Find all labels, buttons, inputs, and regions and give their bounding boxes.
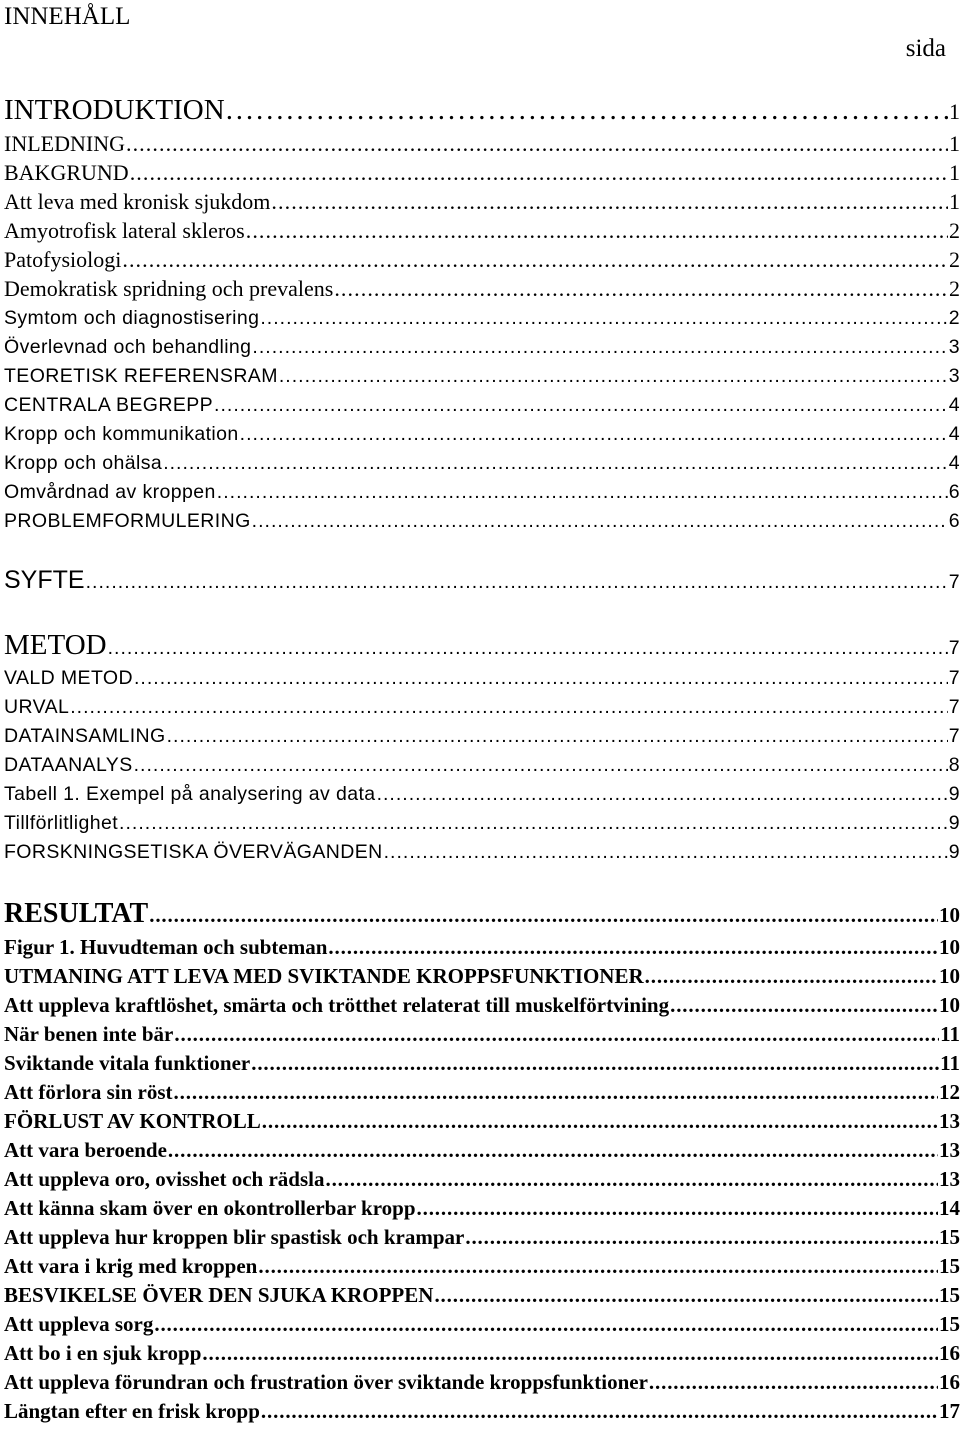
toc-entry[interactable] <box>4 189 960 215</box>
toc-entry-label: Tillförlitlighet <box>4 812 119 834</box>
dot-leader <box>251 1051 939 1076</box>
dot-leader <box>434 1283 938 1308</box>
toc-entry-metod[interactable] <box>4 629 960 662</box>
toc-entry-page: 7 <box>948 571 960 593</box>
toc-entry-page: 3 <box>948 365 960 387</box>
dot-leader <box>122 247 948 273</box>
toc-entry-label: BAKGRUND <box>4 160 129 185</box>
toc-entry-page: 13 <box>939 1138 960 1162</box>
toc-entry[interactable] <box>4 1370 960 1395</box>
toc-entry-label: Omvårdnad av kroppen <box>4 481 216 503</box>
toc-entry-page: 4 <box>948 452 960 474</box>
dot-leader <box>214 394 948 417</box>
toc-entry[interactable] <box>4 1051 960 1076</box>
toc-entry[interactable] <box>4 696 960 719</box>
toc-entry-page: 8 <box>948 754 960 776</box>
dot-leader <box>217 481 948 504</box>
dot-leader <box>70 696 948 719</box>
toc-entry-page: 7 <box>948 696 960 718</box>
toc-entry-page: 10 <box>939 993 960 1017</box>
toc-entry-label: FORSKNINGSETISKA ÖVERVÄGANDEN <box>4 841 383 863</box>
dot-leader <box>465 1225 938 1250</box>
toc-entry-label: METOD <box>4 629 107 661</box>
dot-leader <box>649 1370 938 1395</box>
toc-entry-page: 4 <box>948 423 960 445</box>
toc-entry-page: 2 <box>949 247 960 272</box>
toc-entry-label: Tabell 1. Exempel på analysering av data <box>4 783 376 805</box>
dot-leader <box>130 160 948 186</box>
dot-leader <box>240 423 948 446</box>
dot-leader <box>168 1138 938 1163</box>
toc-entry[interactable] <box>4 1138 960 1163</box>
toc-entry[interactable] <box>4 510 960 533</box>
toc-entry[interactable] <box>4 783 960 806</box>
toc-entry-page: 9 <box>948 841 960 863</box>
toc-entry-label: Längtan efter en frisk kropp <box>4 1399 260 1423</box>
toc-entry[interactable] <box>4 1196 960 1221</box>
dot-leader <box>325 1167 938 1192</box>
toc-entry[interactable] <box>4 754 960 777</box>
toc-entry-page: 10 <box>939 964 960 988</box>
toc-entry-label: Att leva med kronisk sjukdom <box>4 189 271 214</box>
toc-entry-label: SYFTE <box>4 566 85 594</box>
dot-leader <box>149 903 938 928</box>
toc-entry[interactable] <box>4 841 960 864</box>
toc-entry[interactable] <box>4 1080 960 1105</box>
toc-entry-page: 1 <box>949 131 960 156</box>
dot-leader <box>252 336 947 359</box>
toc-entry[interactable] <box>4 1225 960 1250</box>
toc-entry[interactable] <box>4 812 960 835</box>
toc-entry-page: 7 <box>948 637 960 659</box>
toc-entry[interactable] <box>4 481 960 504</box>
toc-entry[interactable] <box>4 1341 960 1366</box>
toc-entry-label: URVAL <box>4 696 70 718</box>
toc-entry-label: DATAANALYS <box>4 754 133 776</box>
toc-entry[interactable] <box>4 394 960 417</box>
toc-entry[interactable] <box>4 964 960 989</box>
toc-entry-label: UTMANING ATT LEVA MED SVIKTANDE KROPPSFUNKTIONER <box>4 964 644 988</box>
toc-entry[interactable] <box>4 1399 960 1424</box>
toc-entry-label: Att uppleva hur kroppen blir spastisk och krampar <box>4 1225 465 1249</box>
dot-leader <box>258 1254 938 1279</box>
toc-entry[interactable] <box>4 1109 960 1134</box>
dot-leader <box>377 783 948 806</box>
toc-entry-page: 15 <box>939 1225 960 1249</box>
toc-entry-page: 6 <box>948 481 960 503</box>
toc-entry-label: PROBLEMFORMULERING <box>4 510 251 532</box>
toc-entry[interactable] <box>4 423 960 446</box>
toc-entry[interactable] <box>4 1022 960 1047</box>
dot-leader <box>202 1341 938 1366</box>
toc-entry-label: Att bo i en sjuk kropp <box>4 1341 202 1365</box>
toc-entry-page: 13 <box>939 1109 960 1133</box>
toc-entry-page: 2 <box>949 276 960 301</box>
toc-entry[interactable] <box>4 1254 960 1279</box>
toc-entry-label: TEORETISK REFERENSRAM <box>4 365 278 387</box>
toc-entry-label: FÖRLUST AV KONTROLL <box>4 1109 261 1133</box>
toc-entry-label: Sviktande vitala funktioner <box>4 1051 251 1075</box>
toc-entry[interactable] <box>4 307 960 330</box>
toc-entry-page: 1 <box>949 160 960 185</box>
toc-entry-label: Att förlora sin röst <box>4 1080 173 1104</box>
toc-entry-page: 10 <box>939 903 960 927</box>
toc-entry[interactable] <box>4 1283 960 1308</box>
dot-leader <box>167 725 948 748</box>
dot-leader <box>154 1312 938 1337</box>
dot-leader <box>108 637 948 660</box>
dot-leader <box>174 1080 938 1105</box>
dot-leader <box>252 510 948 533</box>
toc-entry-resultat[interactable] <box>4 898 960 930</box>
toc-entry[interactable] <box>4 993 960 1018</box>
toc-entry-page: 16 <box>939 1370 960 1394</box>
toc-entry-label: VALD METOD <box>4 667 133 689</box>
toc-entry-page: 3 <box>948 336 960 358</box>
toc-entry-syfte[interactable] <box>4 566 960 595</box>
dot-leader <box>174 1022 939 1047</box>
toc-entry-label: RESULTAT <box>4 898 149 929</box>
toc-entry[interactable] <box>4 1167 960 1192</box>
toc-entry-label: Att uppleva oro, ovisshet och rädsla <box>4 1167 325 1191</box>
toc-entry-label: När benen inte bär <box>4 1022 174 1046</box>
dot-leader <box>262 1109 938 1134</box>
dot-leader <box>86 571 948 594</box>
toc-entry-page: 1 <box>949 189 960 214</box>
toc-entry-label: INLEDNING <box>4 131 125 156</box>
toc-entry-page: 15 <box>939 1312 960 1336</box>
toc-entry[interactable] <box>4 452 960 475</box>
dot-leader <box>334 276 948 302</box>
toc-entry-label: BESVIKELSE ÖVER DEN SJUKA KROPPEN <box>4 1283 434 1307</box>
toc-entry-label: Symtom och diagnostisering <box>4 307 260 329</box>
toc-entry-page: 11 <box>940 1051 960 1075</box>
toc-entry-page: 9 <box>948 812 960 834</box>
toc-entry-page: 7 <box>948 667 960 689</box>
dot-leader <box>134 754 948 777</box>
toc-entry-page: 14 <box>939 1196 960 1220</box>
toc-entry[interactable] <box>4 935 960 960</box>
toc-entry[interactable] <box>4 365 960 388</box>
dot-leader <box>260 307 947 330</box>
toc-entry-page: 2 <box>949 218 960 243</box>
toc-entry-label: Amyotrofisk lateral skleros <box>4 218 245 243</box>
toc-entry[interactable] <box>4 1312 960 1337</box>
toc-entry-label: Att uppleva förundran och frustration över sviktande kroppsfunktioner <box>4 1370 648 1394</box>
toc-entry-label: Att vara beroende <box>4 1138 167 1162</box>
toc-entry-page: 15 <box>939 1254 960 1278</box>
toc-entry-label: Figur 1. Huvudteman och subteman <box>4 935 328 959</box>
toc-entry-page: 15 <box>939 1283 960 1307</box>
toc-entry-page: 13 <box>939 1167 960 1191</box>
dot-leader <box>645 964 938 989</box>
toc-entry-label: INTRODUKTION <box>4 94 225 126</box>
toc-entry-label: Att känna skam över en okontrollerbar kropp <box>4 1196 416 1220</box>
toc-entry-page: 16 <box>939 1341 960 1365</box>
toc-entry-label: Att uppleva sorg <box>4 1312 154 1336</box>
toc-entry-page: 4 <box>948 394 960 416</box>
toc-entry-page: 12 <box>939 1080 960 1104</box>
dot-leader <box>328 935 938 960</box>
toc-entry-label: DATAINSAMLING <box>4 725 166 747</box>
dot-leader <box>126 131 948 157</box>
dot-leader <box>670 993 938 1018</box>
toc-entry-label: Att vara i krig med kroppen <box>4 1254 258 1278</box>
dot-leader <box>261 1399 938 1424</box>
dot-leader <box>384 841 948 864</box>
toc-entry-label: Demokratisk spridning och prevalens <box>4 276 334 301</box>
toc-entry-page: 7 <box>948 725 960 747</box>
toc-entry-label: Kropp och kommunikation <box>4 423 239 445</box>
toc-entry-page: 6 <box>948 510 960 532</box>
dot-leader <box>417 1196 939 1221</box>
toc-entry-page: 1 <box>949 99 960 124</box>
page-column-label: sida <box>905 35 946 62</box>
toc-entry-page: 11 <box>940 1022 960 1046</box>
toc-entry[interactable] <box>4 276 960 302</box>
page-title: INNEHÅLL <box>4 3 131 30</box>
toc-entry-label: Att uppleva kraftlöshet, smärta och trötthet relaterat till muskelförtvining <box>4 993 670 1017</box>
dot-leader <box>279 365 948 388</box>
toc-entry-label: Kropp och ohälsa <box>4 452 163 474</box>
dot-leader <box>163 452 948 475</box>
toc-entry[interactable] <box>4 336 960 359</box>
dot-leader <box>134 667 948 690</box>
toc-entry[interactable] <box>4 218 960 244</box>
toc-entry-page: 9 <box>948 783 960 805</box>
toc-entry-page: 17 <box>939 1399 960 1423</box>
dot-leader <box>226 94 948 127</box>
toc-entry[interactable] <box>4 247 960 273</box>
toc-entry-introduktion[interactable] <box>4 94 960 127</box>
toc-entry-page: 2 <box>948 307 960 329</box>
toc-entry-label: Patofysiologi <box>4 247 122 272</box>
dot-leader <box>246 218 948 244</box>
dot-leader <box>119 812 948 835</box>
toc-entry[interactable] <box>4 667 960 690</box>
dot-leader <box>271 189 948 215</box>
toc-entry-page: 10 <box>939 935 960 959</box>
toc-entry[interactable] <box>4 725 960 748</box>
toc-entry-bakgrund[interactable] <box>4 160 960 186</box>
toc-entry-label: Överlevnad och behandling <box>4 336 252 358</box>
toc-entry-inledning[interactable] <box>4 131 960 157</box>
toc-entry-label: CENTRALA BEGREPP <box>4 394 214 416</box>
